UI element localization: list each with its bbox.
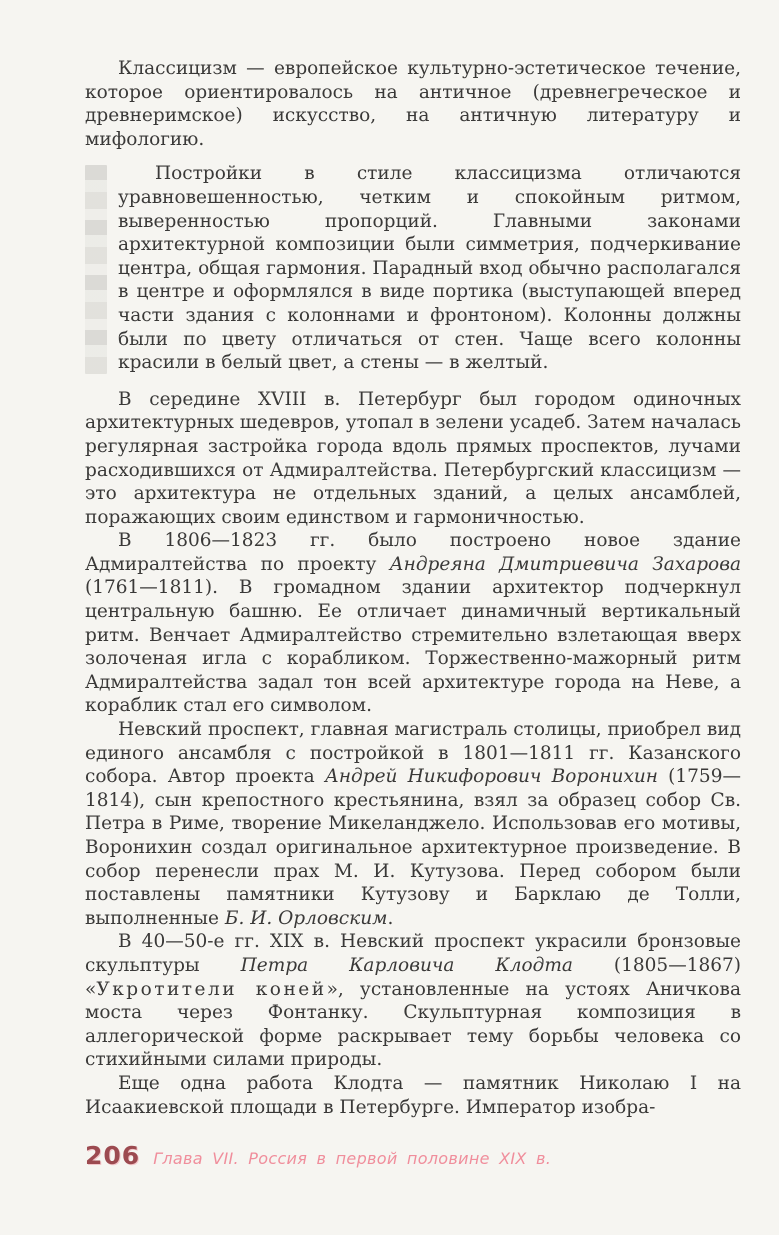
text-run: Невский проспект, главная магистраль столицы, приобрел вид единого ансамбля с постройкой в 1801—1811 гг. Казанского собора. Автор проекта [85,719,741,788]
margin-marker-bar [85,165,107,373]
sculptor-name-orlovsky: Б. И. Орловским [224,907,388,929]
text-run: В 1806—1823 гг. было построено новое здание Адмиралтейства по проекту [85,530,741,575]
text-run: (1761—1811). В громадном здании архитектор подчеркнул центральную башню. Ее отличает динамичный вертикальный ритм. Венчает Адмиралтейство стремительно взлетающая вверх золоченая игла с корабликом. Торжественно-мажорный ритм Адмиралтейства задал тон всей архитектуре города на Неве, а кораблик стал его символом. [85,577,741,717]
chapter-title: Глава VII. Россия в первой половине XIX в. [153,1149,552,1168]
feature-block-classicism-traits [85,162,741,374]
text-run: . [387,907,394,929]
text-column [85,57,741,1119]
sculptor-name-klodt: Петра Карловича Клодта [240,954,573,976]
paragraph-nevsky-prospekt [85,718,741,930]
text-run: (1805—1867) « [85,954,741,1000]
paragraph-klodt-sculptures [85,930,741,1072]
text-run: », установленные на устоях Аничкова моста через Фонтанку. Скульптурная композиция в аллегорической форме раскрывает тему борьбы человека со стихийными силами природы. [85,978,742,1071]
page-number: 206 [85,1141,141,1170]
paragraph-nicholas-monument: Еще одна работа Клодта — памятник Николаю I на Исаакиевской площади в Петербурге. Император изобра- [85,1072,741,1118]
architect-name-zakharov: Андреяна Дмитриевича Захарова [389,553,741,575]
architect-name-voronikhin: Андрей Никифорович Воронихин [324,766,658,788]
paragraph-petersburg-classicism: В середине XVIII в. Петербург был городом одиночных архитектурных шедевров, утопал в зелени усадеб. Затем началась регулярная застройка города вдоль прямых проспектов, лучами расходившихся от Адмиралтейства. Петербургский классицизм — это архитектура не отдельных зданий, а целых ансамблей, поражающих своим единством и гармоничностью. [85,388,741,528]
page-footer [85,1141,551,1170]
text-run: В 40—50-е гг. XIX в. Невский проспект украсили бронзовые скульптуры [85,931,741,976]
paragraph-classicism-traits: Постройки в стиле классицизма отличаются уравновешенностью, четким и спокойным ритмом, выверенностью пропорций. Главными законами архитектурной композиции были симметрия, подчеркивание центра, общая гармония. Парадный вход обычно располагался в центре и оформлялся в виде портика (выступающей вперед части здания с колоннами и фронтоном). Колонны должны были по цвету отличаться от стен. Чаще всего колонны красили в белый цвет, а стены — в желтый. [118,163,741,374]
sculpture-title-emphasis: Укротители коней [96,978,327,1000]
text-run: (1759—1814), сын крепостного крестьянина, взял за образец собор Св. Петра в Риме, творение Микеланджело. Использовав его мотивы, Воронихин создал оригинальное архитектурное произведение. В собор перенесли прах М. И. Кутузова. Перед собором были поставлены памятники Кутузову и Барклаю де Толли, выполненные [85,766,741,929]
paragraph-classicism-definition: Классицизм — европейское культурно-эстетическое течение, которое ориентировалось на античное (древнегреческое и древнеримское) искусство, на античную литературу и мифологию. [85,58,741,150]
paragraph-admiralty [85,529,741,718]
